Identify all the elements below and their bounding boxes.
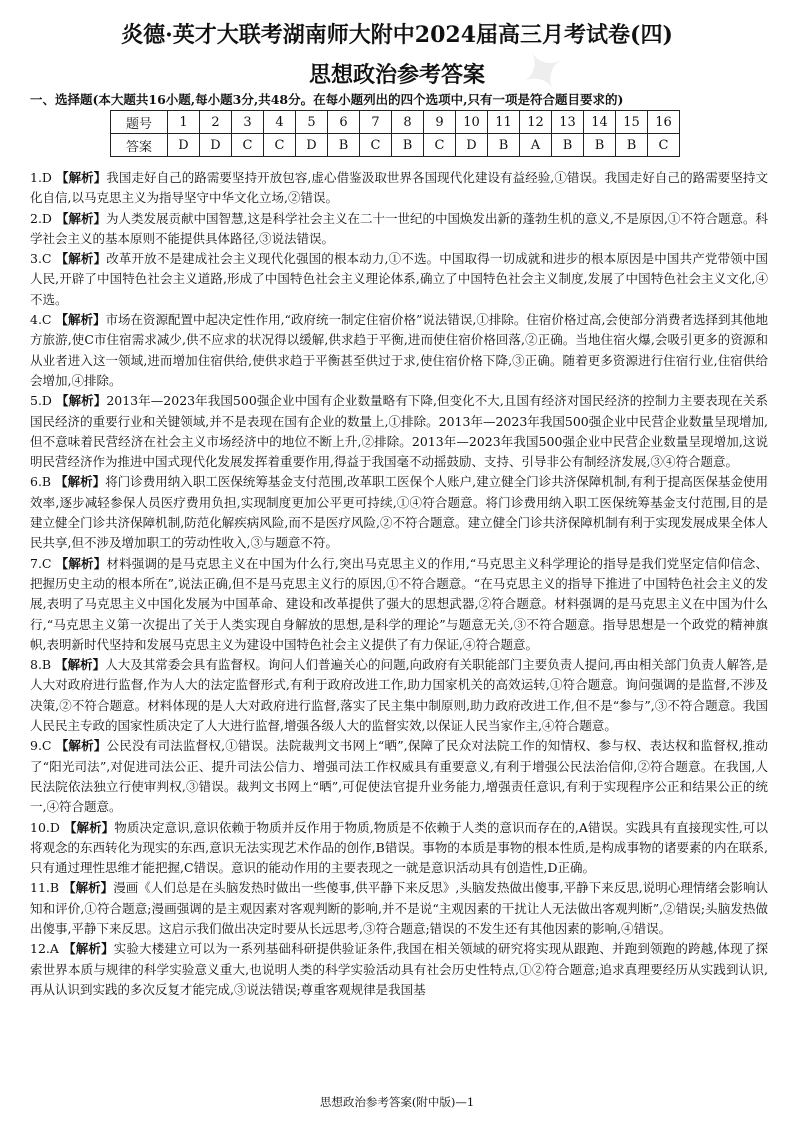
answer-cell: A: [520, 134, 552, 157]
analysis-tag: 【解析】: [55, 738, 107, 754]
answer-cell: B: [616, 134, 648, 157]
item-text: 漫画《人们总是在头脑发热时做出一些傻事,供平静下来反思》,头脑发热做出傻事,平静下来反思,说明心理情绪会影响认知和评价,①符合题意;漫画强调的是主观因素对客观判断的影响,并不是说“主观因素的干扰让人无法做出客观判断”,②错误;头脑发热做出傻事,平静下来反思。这启示我们做出决定时要从长远思考,③符合题意;错误的不发生还有其他因素的影响,④错误。: [30, 880, 768, 936]
analysis-tag: 【解析】: [56, 393, 107, 409]
item-number: 2.D: [30, 210, 52, 226]
explanation-item: [30, 168, 768, 209]
item-number: 7.C: [30, 555, 52, 571]
exam-title: 湖南师大附中2024届高三月考试卷(四): [282, 22, 673, 48]
answer-cell: B: [552, 134, 584, 157]
page-footer: 思想政治参考答案(附中版)—1: [319, 1095, 475, 1109]
item-text: 为人类发展贡献中国智慧,这是科学社会主义在二十一世纪的中国焕发出新的蓬勃生机的意义,不是原因,①不符合题意。科学社会主义的基本原则不能提供具体路径,③说法错误。: [30, 210, 768, 246]
question-number-cell: 14: [584, 111, 616, 134]
explanations: [30, 168, 768, 1000]
item-number: 11.B: [30, 880, 60, 896]
explanation-item: [30, 249, 768, 310]
answer-cell: C: [264, 134, 296, 157]
answer-table-answer-row: [111, 134, 680, 157]
analysis-tag: 【解析】: [55, 555, 107, 571]
answer-cell: D: [200, 134, 232, 157]
item-text: 材料强调的是马克思主义在中国为什么行,突出马克思主义的作用,“马克思主义科学理论的指导是我们党坚定信仰信念、把握历史主动的根本所在”,说法正确,但不是马克思主义行的原因,①不符合题意。“在马克思主义的指导下推进了中国特色社会主义的发展,表明了马克思主义中国化发展为中国革命、建设和改革提供了强大的思想武器,②符合题意。材料强调的是马克思主义在中国为什么行,“马克思主义第一次提出了关于人类实现自身解放的思想,是科学的理论”与题意无关,③不符合题意。指导思想是一个政党的精神旗帜,表明新时代坚持和发展马克思主义为建设中国特色社会主义提供了有力保证,④符合题意。: [30, 555, 768, 652]
question-number-cell: 9: [424, 111, 456, 134]
answer-cell: B: [392, 134, 424, 157]
answer-cell: C: [232, 134, 264, 157]
explanation-item: [30, 310, 768, 391]
question-number-cell: 6: [328, 111, 360, 134]
answer-table-number-row: [111, 111, 680, 134]
answer-cell: B: [328, 134, 360, 157]
item-number: 10.D: [30, 819, 60, 835]
item-number: 12.A: [30, 941, 59, 957]
analysis-tag: 【解析】: [63, 941, 114, 957]
watermark-mark: ✦: [506, 32, 581, 113]
item-text: 将门诊费用纳入职工医保统筹基金支付范围,改革职工医保个人账户,建立健全门诊共济保障机制,有利于提高医保基金使用效率,逐步减轻参保人员医疗费用负担,实现制度更加公平更可持续,①④符合题意。将门诊费用纳入职工医保统筹基金支付范围,目的是建立健全门诊共济保障机制,防范化解疾病风险,而不是医疗风险,②不符合题意。建立健全门诊共济保障机制有利于实现发展成果全体人民共享,但不涉及增加职工的劳动性收入,③与题意不符。: [30, 474, 768, 551]
question-number-cell: 16: [648, 111, 680, 134]
question-number-cell: 13: [552, 111, 584, 134]
question-number-cell: 15: [616, 111, 648, 134]
answer-cell: D: [168, 134, 200, 157]
question-number-cell: 12: [520, 111, 552, 134]
explanation-item: [30, 736, 768, 817]
question-number-cell: 10: [456, 111, 488, 134]
question-number-cell: 8: [392, 111, 424, 134]
explanation-item: [30, 878, 768, 939]
item-text: 物质决定意识,意识依赖于物质并反作用于物质,物质是不依赖于人类的意识而存在的,A错误。实践具有直接现实性,可以将观念的东西转化为现实的东西,意识无法实现艺术作品的创作,B错误。事物的本质是事物的根本性质,是构成事物的诸要素的内在联系,只有通过理性思维才能把握,C错误。意识的能动作用的主要表现之一就是意识活动具有创造性,D正确。: [30, 819, 768, 876]
explanation-item: [30, 209, 768, 250]
answer-cell: B: [584, 134, 616, 157]
item-text: 改革开放不是建成社会主义现代化强国的根本动力,①不选。中国取得一切成就和进步的根本原因是中国共产党带领中国人民,开辟了中国特色社会主义道路,形成了中国特色社会主义理论体系,确立了中国特色社会主义制度,发展了中国特色社会主义文化,④不选。: [30, 251, 768, 307]
item-text: 公民没有司法监督权,①错误。法院裁判文书网上“晒”,保障了民众对法院工作的知情权、参与权、表达权和监督权,推动了“阳光司法”,对促进司法公正、提升司法公信力、增强司法工作权威具有重要意义,有利于增强公民法治信仰,②符合题意。在我国,人民法院依法独立行使审判权,③错误。裁判文书网上“晒”,可促使法官提升业务能力,增强责任意识,有利于实现程序公正和结果公正的统一,④符合题意。: [30, 738, 768, 815]
analysis-tag: 【解析】: [63, 819, 115, 835]
explanation-item: [30, 554, 768, 655]
item-number: 9.C: [30, 738, 52, 754]
question-number-cell: 11: [488, 111, 520, 134]
answer-table: [110, 110, 680, 157]
answer-cell: C: [360, 134, 392, 157]
row-label-answer: 答案: [111, 134, 168, 157]
section-heading: 一、选择题(本大题共16小题,每小题3分,共48分。在每小题列出的四个选项中,只有一项是符合题目要求的): [30, 92, 624, 107]
item-number: 4.C: [30, 312, 52, 328]
explanation-item: [30, 472, 768, 553]
analysis-tag: 【解析】: [55, 474, 106, 490]
analysis-tag: 【解析】: [55, 251, 107, 267]
analysis-tag: 【解析】: [55, 312, 106, 328]
analysis-tag: 【解析】: [55, 210, 106, 226]
question-number-cell: 2: [200, 111, 232, 134]
question-number-cell: 1: [168, 111, 200, 134]
explanation-item: [30, 391, 768, 472]
explanation-item: [30, 818, 768, 879]
item-text: 实验大楼建立可以为一系列基础科研提供验证条件,我国在相关领域的研究将实现从跟跑、并跑到领跑的跨越,体现了探索世界本质与规律的科学实验意义重大,也说明人类的科学实验活动具有社会历史性特点,①②符合题意;追求真理要经历从实践到认识,再从认识到实践的多次反复才能完成,③说法错误;尊重客观规律是我国基: [30, 941, 768, 997]
page-title: 思想政治参考答案: [308, 63, 485, 88]
item-text: 市场在资源配置中起决定性作用,“政府统一制定住宿价格”说法错误,①排除。住宿价格过高,会使部分消费者选择到其他地方旅游,使C市住宿需求减少,供不应求的状况得以缓解,供求趋于平衡,进而使住宿价格回落,②正确。当地住宿火爆,会吸引更多的资源和从业者进入这一领域,进而增加住宿供给,使供求趋于平衡甚至供过于求,使住宿价格下降,③正确。随着更多资源进行住宿行业,住宿供给会增加,④排除。: [30, 312, 768, 388]
analysis-tag: 【解析】: [63, 880, 114, 896]
explanation-item: [30, 655, 768, 736]
item-text: 2013年—2023年我国500强企业中国有企业数量略有下降,但变化不大,且国有经济对国民经济的控制力主要表现在关系国民经济的重要行业和关键领域,并不是表现在国有企业的数量上,①排除。2013年—2023年我国500强企业中民营企业数量呈现增加,但不意味着民营经济在社会主义市场经济中的地位不断上升,②排除。2013年—2023年我国500强企业中民营企业数量呈现增加,这说明民营经济作为推进中国式现代化发展发挥着重要作用,得益于我国毫不动摇鼓励、支持、引导非公有制经济发展,③④符合题意。: [30, 393, 768, 470]
explanation-item: [30, 939, 768, 1000]
analysis-tag: 【解析】: [55, 657, 106, 673]
item-text: 我国走好自己的路需要坚持开放包容,虚心借鉴汲取世界各国现代化建设有益经验,①错误。我国走好自己的路需要坚持文化自信,以马克思主义为指导坚守中华文化立场,②错误。: [30, 170, 768, 206]
answer-cell: C: [424, 134, 456, 157]
item-number: 1.D: [30, 170, 52, 185]
item-number: 8.B: [30, 657, 52, 673]
answer-cell: D: [456, 134, 488, 157]
question-number-cell: 7: [360, 111, 392, 134]
answer-cell: B: [488, 134, 520, 157]
item-number: 6.B: [30, 474, 52, 490]
item-number: 5.D: [30, 393, 52, 409]
brand-name: 炎德·英才大联考: [121, 22, 283, 48]
row-label-number: 题号: [111, 111, 168, 134]
item-text: 人大及其常委会具有监督权。询问人们普遍关心的问题,向政府有关职能部门主要负责人提问,再由相关部门负责人解答,是人大对政府进行监督,作为人大的法定监督形式,有利于政府改进工作,助力国家机关的高效运转,①符合题意。询问强调的是监督,不涉及决策,②不符合题意。材料体现的是人大对政府进行监督,落实了民主集中制原则,助力政府改进工作,但不是“参与”,③不符合题意。我国人民民主专政的国家性质决定了人大进行监督,增强各级人大的监督实效,以保证人民当家作主,④符合题意。: [30, 657, 768, 734]
question-number-cell: 5: [296, 111, 328, 134]
answer-cell: D: [296, 134, 328, 157]
exam-header: [0, 18, 794, 49]
answer-cell: C: [648, 134, 680, 157]
item-number: 3.C: [30, 251, 52, 267]
analysis-tag: 【解析】: [56, 170, 107, 185]
question-number-cell: 4: [264, 111, 296, 134]
question-number-cell: 3: [232, 111, 264, 134]
